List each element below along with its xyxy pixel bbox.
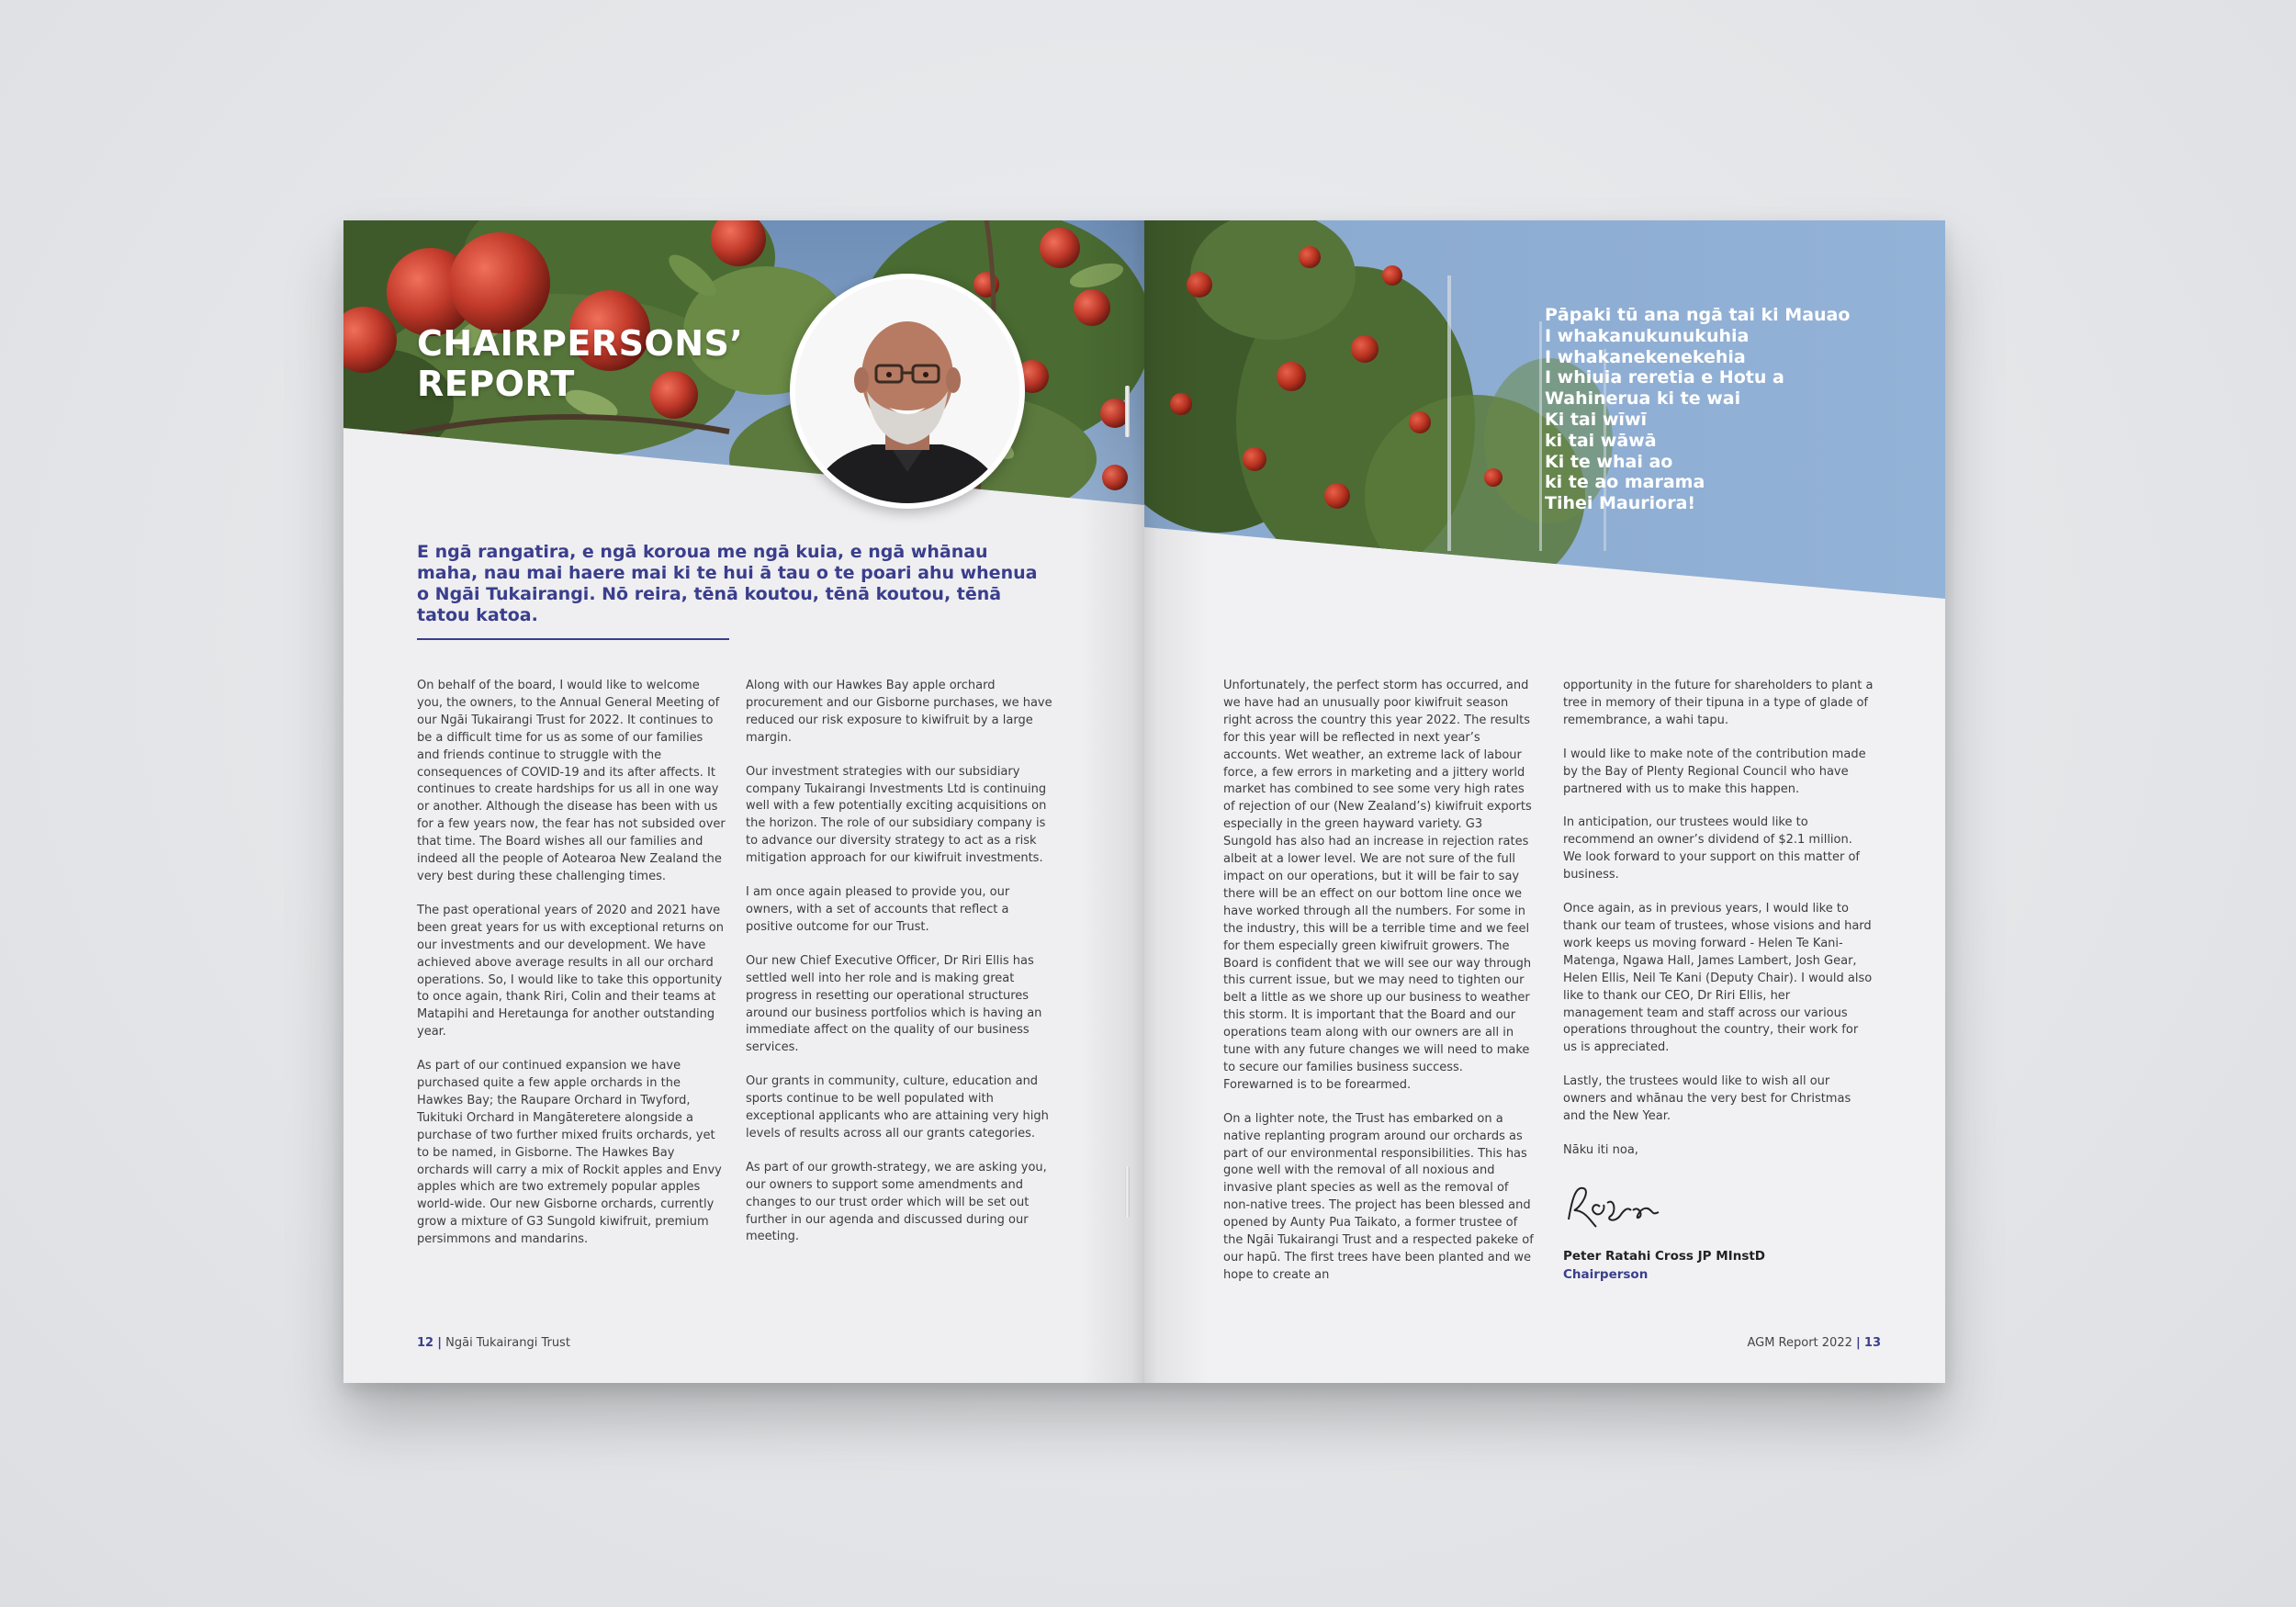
poem-line: Tihei Mauriora! [1545, 493, 1696, 514]
magazine-spread [343, 220, 1945, 1383]
text-column-1 [417, 678, 727, 1265]
report-title-line-2: REPORT [417, 364, 575, 404]
signatory-title: Chairperson [1563, 1267, 1649, 1282]
report-title [417, 323, 803, 404]
paragraph: On a lighter note, the Trust has embarked on a native replanting program around our orchards as part of our environmental responsibilities. This has gone well with the removal of all noxious and invasive plant species as well as the removal of non-native trees. The project has been blessed and opened by Aunty Pua Taikato, a former trustee of the Ngāi Tukairangi Trust and a respected pakeke of our hapū. The first trees have been planted and we hope to create an [1223, 1111, 1534, 1282]
paragraph: I am once again pleased to provide you, our owners, with a set of accounts that reflect a positive outcome for our Trust. [746, 885, 1010, 934]
poem-line: ki te ao marama [1545, 472, 1705, 493]
paragraph: As part of our continued expansion we have purchased quite a few apple orchards in the Hawkes Bay; the Raupare Orchard in Twyford, Tukituki Orchard in Mangāteretere alongside a purchase of two further mixed fruits orchards, yet to be named, in Gisborne. The Hawkes Bay orchards will carry a mix of Rockit apples and Envy apples which are two extremely popular apples world-wide. Our new Gisborne orchards, currently grow a mixture of G3 Sungold kiwifruit, premium persimmons and mandarins. [417, 1059, 722, 1247]
paragraph: As part of our growth-strategy, we are asking you, our owners to support some amendments and changes to our trust order which will be set out further in our agenda and discussed during our meeting. [746, 1160, 1047, 1244]
paragraph: Our new Chief Executive Officer, Dr Riri Ellis has settled well into her role and is making great progress in resetting our operational structures around our business portfolios which is having an immediate affect on the quality of our business services. [746, 953, 1042, 1055]
text-column-3 [1223, 678, 1534, 1301]
staple [1125, 1166, 1130, 1218]
sign-off: Nāku iti noa, [1563, 1142, 1638, 1157]
poem-line: Ki tai wīwī [1545, 409, 1648, 430]
footer-separator: | [437, 1336, 442, 1350]
paragraph: In anticipation, our trustees would like to recommend an owner’s dividend of $2.1 million. We look forward to your support on this matter of business. [1563, 815, 1860, 882]
right-page [1144, 220, 1945, 1383]
poem-line: Pāpaki tū ana ngā tai ki Mauao [1545, 305, 1851, 325]
text-column-4 [1563, 678, 1874, 1176]
text-column-2 [746, 678, 1056, 1263]
paragraph: Lastly, the trustees would like to wish all our owners and whānau the very best for Christmas and the New Year. [1563, 1074, 1851, 1124]
paragraph: On behalf of the board, I would like to welcome you, the owners, to the Annual General Meeting of our Ngāi Tukairangi Trust for 2022. It continues to be a difficult time for us as some of our families and friends continue to struggle with the consequences of COVID-19 and its after affects. It continues to create hardships for us all in one way or another. Although the disease has been with us for a few years now, the fear has not subsided over that time. The Board wishes all our families and indeed all the people of Aotearoa New Zealand the very best during these challenging times. [417, 679, 726, 883]
handwritten-signature [1563, 1179, 1673, 1234]
poem-line: Ki te whai ao [1545, 451, 1673, 472]
page-number: 13 [1863, 1336, 1881, 1350]
paragraph: Our investment strategies with our subsidiary company Tukairangi Investments Ltd is continuing well with a few potentially exciting acquisitions on the horizon. The role of our subsidiary company is to advance our diversity strategy to act as a risk mitigation approach for our kiwifruit investments. [746, 764, 1047, 866]
poem-line: I whiuia reretia e Hotu a [1545, 367, 1784, 388]
paragraph: Once again, as in previous years, I would like to thank our team of trustees, whose visions and hard work keeps us moving forward - Helen Te Kani-Matenga, Ngawa Hall, James Lambert, Josh Gear, Helen Ellis, Neil Te Kani (Deputy Chair). I would also like to thank our CEO, Dr Riri Ellis, her management team and staff across our various operations throughout the country, their work for us is appreciated. [1563, 902, 1873, 1055]
poem-line: ki tai wāwā [1545, 430, 1657, 451]
paragraph: I would like to make note of the contribution made by the Bay of Plenty Regional Council who have partnered with us to make this happen. [1563, 747, 1866, 796]
paragraph: Our grants in community, culture, education and sports continue to be well populated with exceptional applicants who are attaining very high levels of results across all our grants categories. [746, 1074, 1049, 1141]
paragraph: opportunity in the future for shareholders to plant a tree in memory of their tipuna in a type of glade of remembrance, a wahi tapu. [1563, 679, 1874, 727]
left-page [343, 220, 1144, 1383]
signatory-name: Peter Ratahi Cross JP MInstD [1563, 1249, 1766, 1264]
poem-line: Wahinerua ki te wai [1545, 388, 1741, 410]
page-number: 12 [417, 1336, 434, 1350]
footer-label: Ngāi Tukairangi Trust [445, 1336, 570, 1350]
footer-label: AGM Report 2022 [1747, 1336, 1852, 1350]
footer-separator: | [1856, 1336, 1861, 1350]
poem-line: I whakanukunukuhia [1545, 325, 1750, 346]
spine-shadow [1144, 220, 1209, 1383]
paragraph: Along with our Hawkes Bay apple orchard procurement and our Gisborne purchases, we have reduced our risk exposure to kiwifruit by a large margin. [746, 679, 1052, 745]
paragraph: Unfortunately, the perfect storm has occurred, and we have had an unusually poor kiwifruit season right across the country this year 2022. The results for this year will be reflected in next year’s accounts. Wet weather, an extreme lack of labour force, a few errors in marketing and a jittery world market has combined to see some very high rates of rejection of our (New Zealand’s) kiwifruit exports especially in the green hayward variety. G3 Sungold has also had an increase in rejection rates albeit at a lower level. We are not sure of the full impact on our operations, but it will be fair to say there will be an effect on our bottom line once we have worked through all the numbers. For some in the industry, this will be a terrible time and we feel for them especially green kiwifruit growers. The Board is confident that we will see our way through this current issue, but we may need to tighten our belt a little as we shore up our business to weather this storm. It is important that the Board and our operations team along with our owners are all in tune with any future changes we will need to make to secure our families business success. Forewarned is to be forearmed. [1223, 679, 1532, 1092]
report-title-line-1: CHAIRPERSONS’ [417, 323, 744, 364]
paragraph: The past operational years of 2020 and 2021 have been great years for us with exceptional returns on our investments and our development. We have achieved above average results in all our orchard operations. So, I would like to take this opportunity to once again, thank Riri, Colin and their teams at Matapihi and Heretaunga for another outstanding year. [417, 903, 724, 1039]
footer-right [1747, 1336, 1881, 1350]
spine-shadow [1080, 220, 1144, 1383]
maori-poem [1545, 305, 1875, 514]
greeting-paragraph: E ngā rangatira, e ngā koroua me ngā kuia, e ngā whānau maha, nau mai haere mai ki te hui ā tau o te poari ahu whenua o Ngāi Tukairangi. Nō reira, tēnā koutou, tēnā koutou, tēnā tatou katoa. [417, 542, 1038, 625]
chairperson-portrait [790, 274, 1025, 509]
greeting-divider [417, 638, 729, 640]
staple [1125, 386, 1130, 437]
poem-line: I whakanekenekehia [1545, 346, 1746, 367]
footer-left [417, 1336, 570, 1350]
